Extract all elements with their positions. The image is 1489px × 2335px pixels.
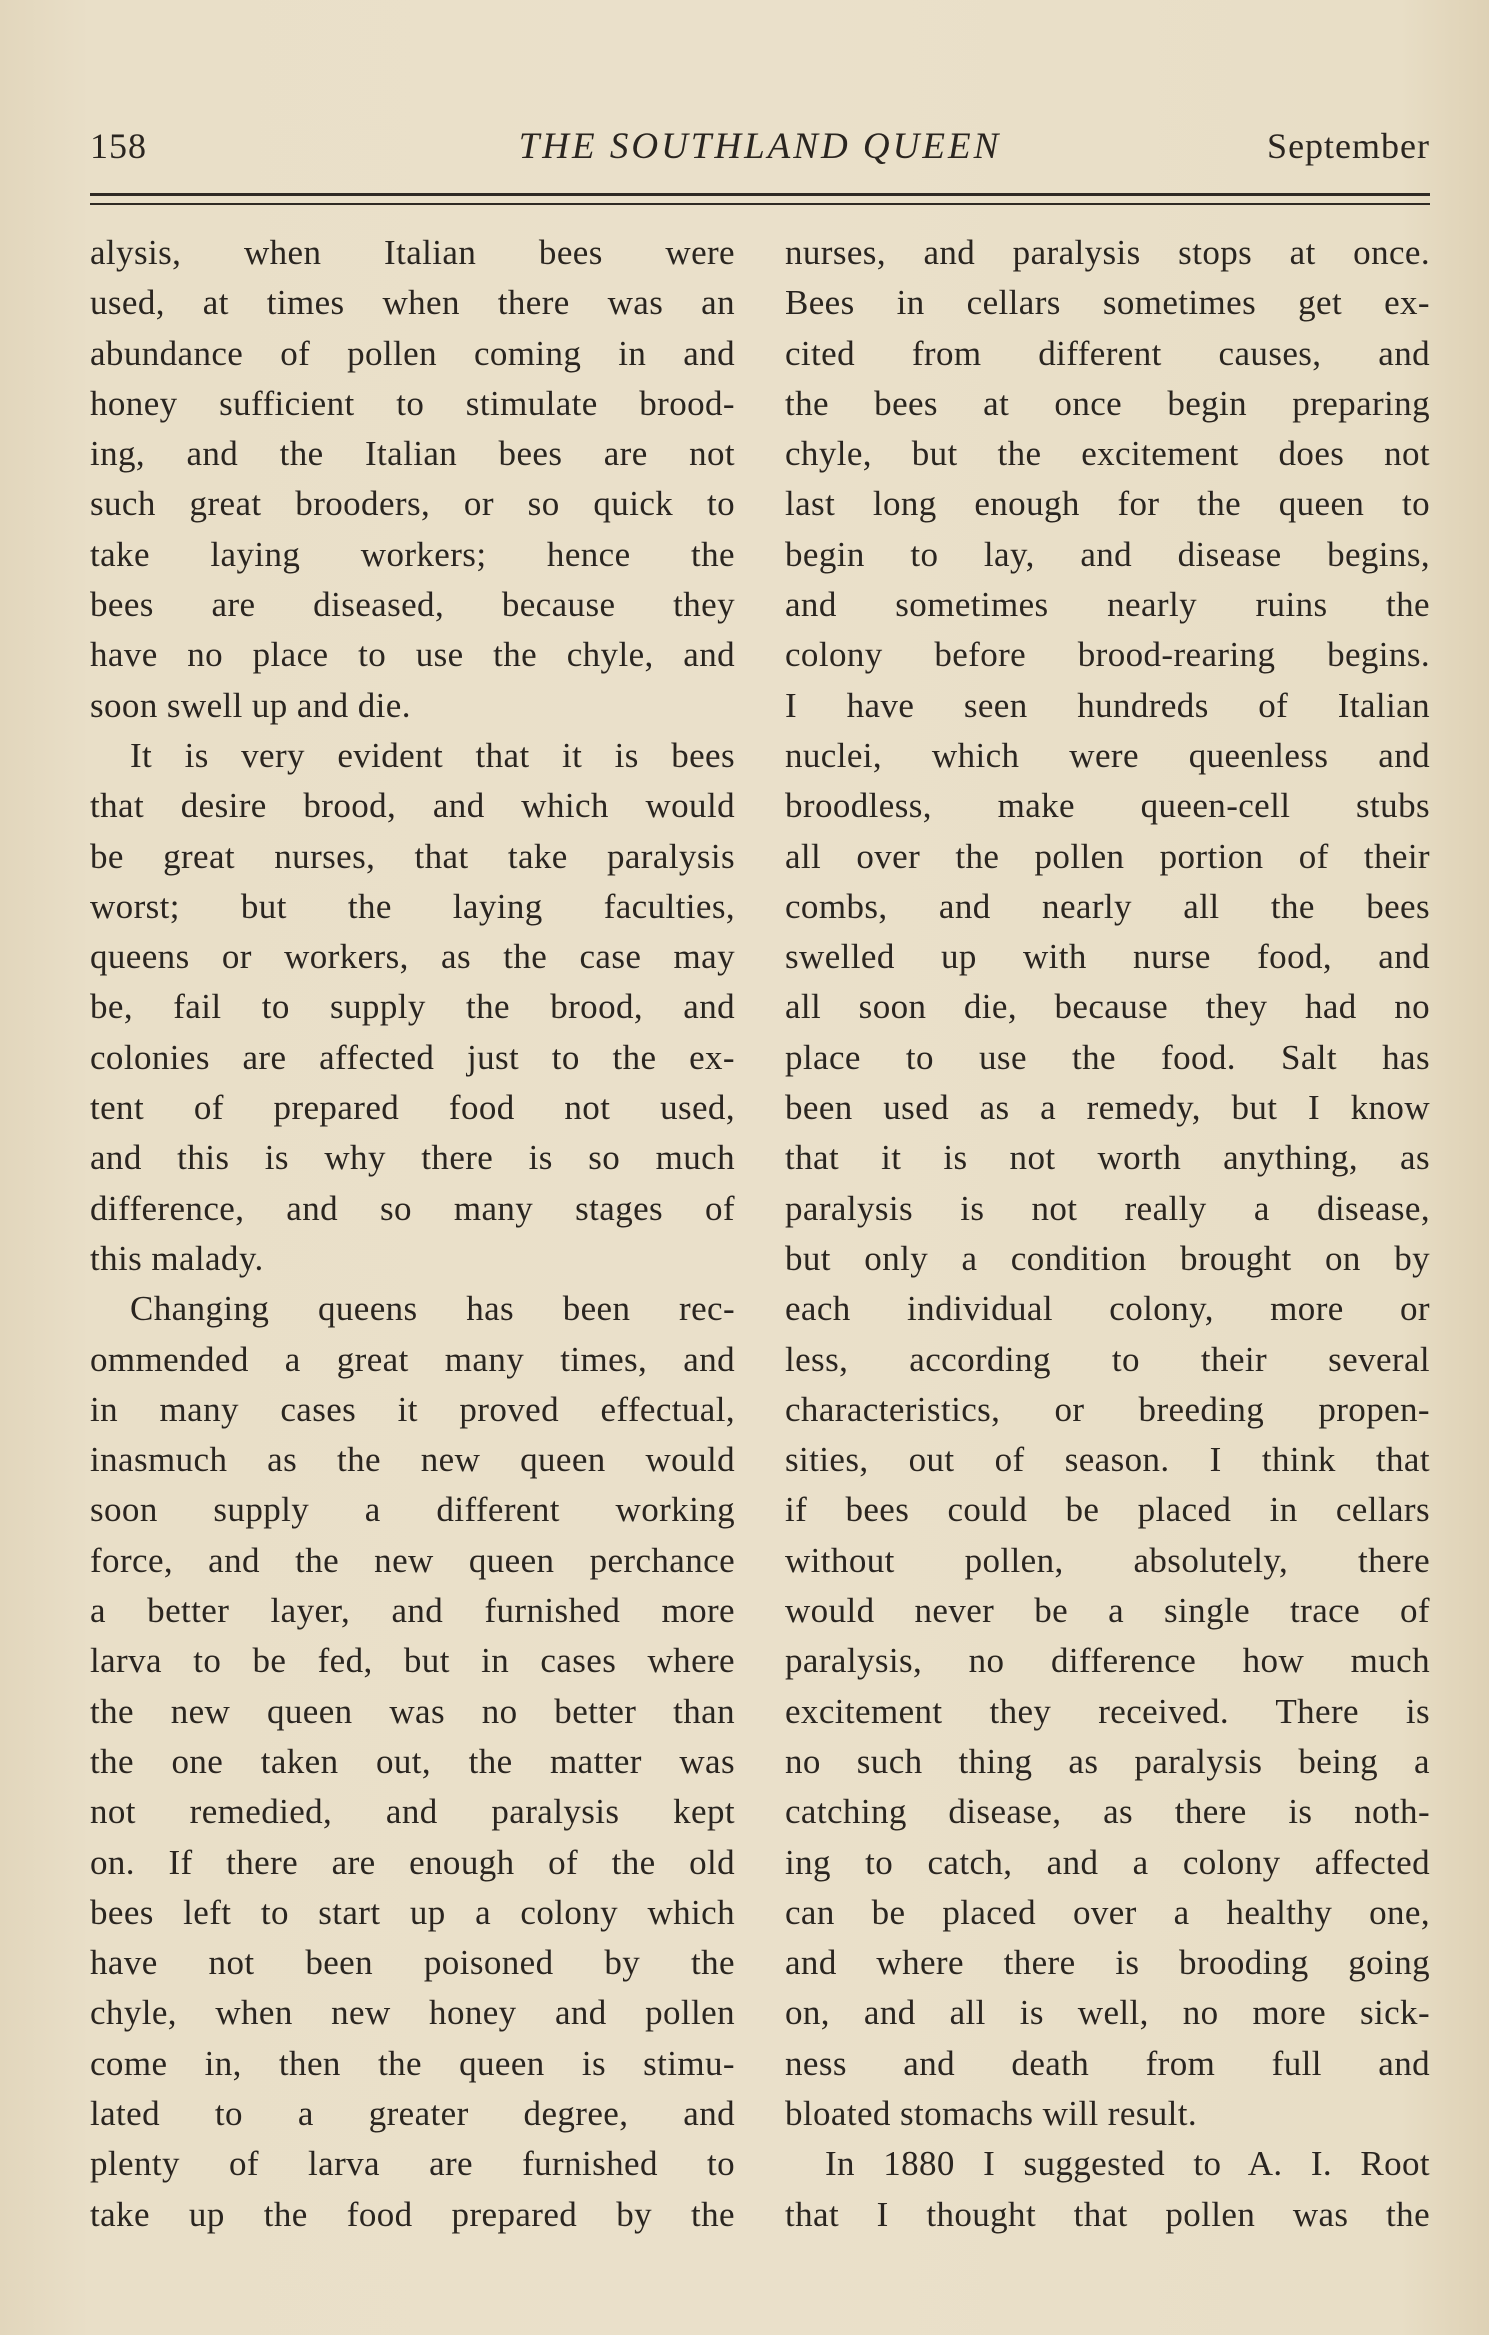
left-column-text-line: force, and the new queen perchance [90,1540,735,1580]
left-column-text-line: soon swell up and die. [90,685,411,725]
left-column [90,228,735,2240]
right-column-text-line: ness and death from full and [785,2043,1430,2083]
left-column-text-line: this malady. [90,1238,264,1278]
left-column-text-line: be great nurses, that take paralysis [90,836,735,876]
left-column-paragraph [90,228,735,731]
left-column-text-line: It is very evident that it is bees [130,735,735,775]
right-column-text-line: on, and all is well, no more sick- [785,1993,1430,2033]
left-column-text-line: tent of prepared food not used, [90,1088,735,1128]
header-rule-bottom [90,203,1430,205]
left-column-text-line: not remedied, and paralysis kept [90,1792,735,1832]
right-column-text-line: and sometimes nearly ruins the [785,585,1430,625]
left-column-text-line: bees are diseased, because they [90,585,735,625]
right-column-text-line: that it is not worth anything, as [785,1138,1430,1178]
right-column-text-line: ing to catch, and a colony affected [785,1842,1430,1882]
right-column-text-line: bloated stomachs will result. [785,2093,1198,2133]
right-column-text-line: catching disease, as there is noth- [785,1792,1430,1832]
right-column-text-line: combs, and nearly all the bees [785,886,1430,926]
right-column-text-line: broodless, make queen-cell stubs [785,786,1430,826]
right-column-text-line: can be placed over a healthy one, [785,1892,1430,1932]
right-column-text-line: Bees in cellars sometimes get ex- [785,283,1430,323]
right-column-text-line: colony before brood-rearing begins. [785,635,1430,675]
left-column-text-line: and this is why there is so much [90,1138,735,1178]
left-column-text-line: have no place to use the chyle, and [90,635,735,675]
left-column-text-line: larva to be fed, but in cases where [90,1641,735,1681]
right-column-text-line: place to use the food. Salt has [785,1037,1430,1077]
left-column-text-line: colonies are affected just to the ex- [90,1037,735,1077]
right-column-text-line: characteristics, or breeding propen- [785,1389,1430,1429]
right-column-text-line: begin to lay, and disease begins, [785,534,1430,574]
left-column-text-line: take up the food prepared by the [90,2194,735,2234]
right-column-text-line: and where there is brooding going [785,1943,1430,1983]
right-column-text-line: last long enough for the queen to [785,484,1430,524]
right-column-text-line: nurses, and paralysis stops at once. [785,233,1430,272]
right-column-text-line: swelled up with nurse food, and [785,937,1430,977]
right-column-text-line: no such thing as paralysis being a [785,1741,1430,1781]
right-column-text-line: without pollen, absolutely, there [785,1540,1430,1580]
left-column-text-line: abundance of pollen coming in and [90,333,735,373]
left-column-text-line: in many cases it proved effectual, [90,1389,735,1429]
left-column-text-line: take laying workers; hence the [90,534,735,574]
left-column-text-line: difference, and so many stages of [90,1188,735,1228]
left-column-text-line: bees left to start up a colony which [90,1892,735,1932]
left-column-text-line: a better layer, and furnished more [90,1591,735,1631]
right-column-text-line: paralysis, no difference how much [785,1641,1430,1681]
right-column-text-line: would never be a single trace of [785,1591,1430,1631]
left-column-text-line: lated to a greater degree, and [90,2093,735,2133]
right-column-text-line: less, according to their several [785,1339,1430,1379]
left-column-text-line: come in, then the queen is stimu- [90,2043,735,2083]
right-column-text-line: chyle, but the excitement does not [785,434,1430,474]
running-title: THE SOUTHLAND QUEEN [518,126,1002,167]
right-column-text-line: excitement they received. There is [785,1691,1430,1731]
left-column-text-line: ommended a great many times, and [90,1339,735,1379]
left-column-text-line: the new queen was no better than [90,1691,735,1731]
left-column-text-line: soon supply a different working [90,1490,735,1530]
left-column-text-line: chyle, when new honey and pollen [90,1993,735,2033]
right-column-text-line: the bees at once begin preparing [785,383,1430,423]
page-number: 158 [90,126,147,166]
right-column-text-line: been used as a remedy, but I know [785,1088,1430,1128]
right-column-text-line: cited from different causes, and [785,333,1430,373]
running-month: September [1267,126,1430,166]
right-column-text-line: all over the pollen portion of their [785,836,1430,876]
left-column-text-line: the one taken out, the matter was [90,1741,735,1781]
right-column-text-line: but only a condition brought on by [785,1238,1430,1278]
right-column [785,228,1430,2240]
left-column-text-line: alysis, when Italian bees were [90,233,735,272]
right-column-text-line: if bees could be placed in cellars [785,1490,1430,1530]
right-column-text-line: that I thought that pollen was the [785,2194,1430,2234]
right-column-text-line: nuclei, which were queenless and [785,735,1430,775]
header-rule-top [90,193,1430,196]
left-column-text-line: worst; but the laying faculties, [90,886,735,926]
left-column-text-line: used, at times when there was an [90,283,735,323]
right-column-text-line: sities, out of season. I think that [785,1440,1430,1480]
right-column-paragraph [785,228,1430,2139]
left-column-text-line: inasmuch as the new queen would [90,1440,735,1480]
right-column-text-line: paralysis is not really a disease, [785,1188,1430,1228]
left-column-text-line: on. If there are enough of the old [90,1842,735,1882]
left-column-text-line: queens or workers, as the case may [90,937,735,977]
left-column-paragraph [90,1284,735,2240]
left-column-paragraph [90,731,735,1284]
left-column-text-line: have not been poisoned by the [90,1943,735,1983]
left-column-text-line: honey sufficient to stimulate brood- [90,383,735,423]
right-column-text-line: I have seen hundreds of Italian [785,685,1430,725]
right-column-text-line: each individual colony, more or [785,1289,1430,1329]
left-column-text-line: that desire brood, and which would [90,786,735,826]
right-column-text-line: all soon die, because they had no [785,987,1430,1027]
right-column-text-line: In 1880 I suggested to A. I. Root [825,2144,1430,2184]
left-column-text-line: ing, and the Italian bees are not [90,434,735,474]
left-column-text-line: be, fail to supply the brood, and [90,987,735,1027]
left-column-text-line: such great brooders, or so quick to [90,484,735,524]
running-header [90,125,1430,177]
left-column-text-line: plenty of larva are furnished to [90,2144,735,2184]
right-column-paragraph [785,2139,1430,2240]
left-column-text-line: Changing queens has been rec- [130,1289,735,1329]
